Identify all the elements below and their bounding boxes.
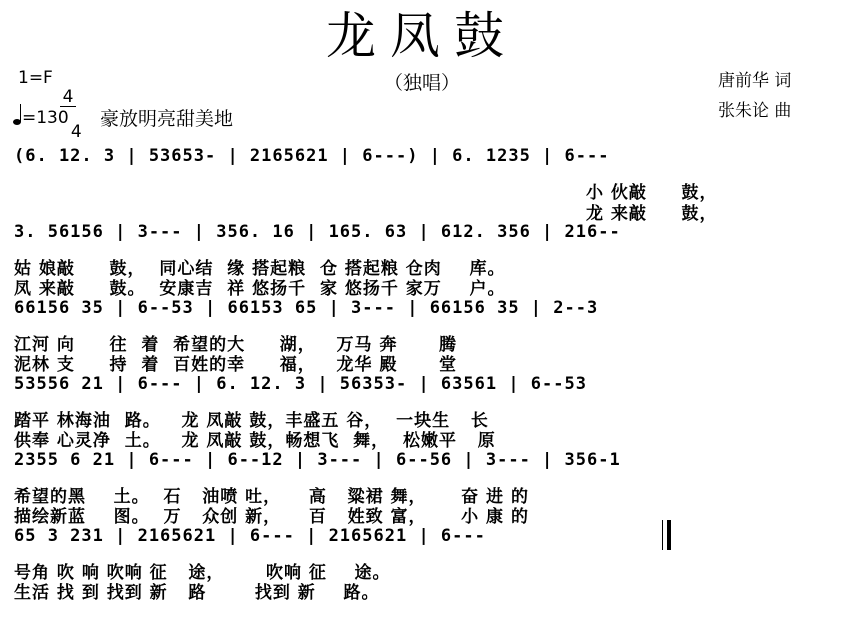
lyric-line-3b: 泥林 支 持 着 百姓的幸 福， 龙华 殿 堂: [14, 355, 457, 375]
lyric-line-2a: 姑 娘敲 鼓， 同心结 缘 搭起粮 仓 搭起粮 仓肉 库。: [14, 259, 506, 279]
lyric-line-3a: 江河 向 往 着 希望的大 湖， 万马 奔 腾: [14, 335, 457, 355]
song-subtitle: （独唱）: [383, 72, 460, 94]
composer-credit: 张朱论 曲: [718, 101, 792, 121]
notation-line-5: 2355 6 21 | 6--- | 6--12 | 3--- | 6--56 | 3--- | 356-1: [14, 450, 621, 470]
time-signature-bottom: 4: [70, 122, 82, 142]
time-signature: [60, 55, 82, 142]
lyric-line-6a: 号角 吹 响 吹响 征 途， 吹响 征 途。: [14, 563, 391, 583]
notation-line-1: (6. 12. 3 | 53653- | 2165621 | 6---) | 6. 1235 | 6---: [14, 146, 610, 166]
lyricist-credit: 唐前华 词: [718, 71, 792, 91]
lyric-line-5b: 描绘新蓝 图。 万 众创 新， 百 姓致 富， 小 康 的: [14, 507, 529, 527]
notation-line-6: 65 3 231 | 2165621 | 6--- | 2165621 | 6---: [14, 526, 486, 546]
lyric-line-6b: 生活 找 到 找到 新 路 找到 新 路。: [14, 583, 380, 603]
tempo-value: =130: [22, 108, 69, 128]
lyric-line-1b: 龙 来敲 鼓，: [586, 204, 718, 224]
song-title: 龙凤鼓: [326, 7, 518, 65]
notation-line-2: 3. 56156 | 3--- | 356. 16 | 165. 63 | 612. 356 | 216--: [14, 222, 621, 242]
quarter-note-icon: [13, 119, 21, 125]
lyric-line-4a: 踏平 林海油 路。 龙 凤敲 鼓，丰盛五 谷， 一块生 长: [14, 411, 489, 431]
lyric-line-5a: 希望的黑 土。 石 油喷 吐， 高 粱裙 舞， 奋 进 的: [14, 487, 529, 507]
lyric-line-1a: 小 伙敲 鼓，: [586, 183, 718, 203]
expression-text: 豪放明亮甜美地: [100, 108, 234, 130]
lyric-line-2b: 凤 来敲 鼓。 安康吉 祥 悠扬千 家 悠扬千 家万 户。: [14, 279, 506, 299]
notation-line-3: 66156 35 | 6--53 | 66153 65 | 3--- | 66156 35 | 2--3: [14, 298, 599, 318]
notation-line-4: 53556 21 | 6--- | 6. 12. 3 | 56353- | 63561 | 6--53: [14, 374, 587, 394]
tempo-marking: [13, 108, 69, 128]
lyric-line-4b: 供奉 心灵净 土。 龙 凤敲 鼓，畅想飞 舞， 松嫩平 原: [14, 431, 496, 451]
key-signature: 1=F: [18, 68, 53, 88]
final-barline-thin: [662, 520, 663, 550]
final-barline-thick: [667, 520, 671, 550]
time-signature-top: 4: [60, 89, 76, 107]
